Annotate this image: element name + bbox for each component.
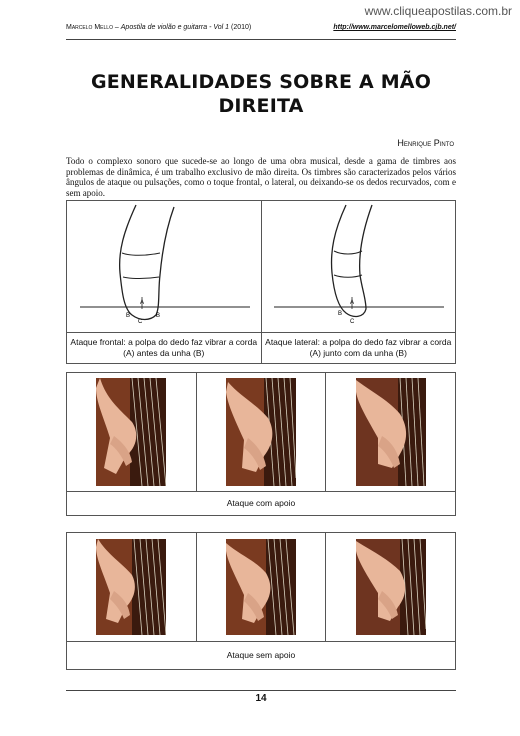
photo-table-com-apoio: [66, 372, 456, 516]
caption-com-apoio: Ataque com apoio: [67, 492, 456, 516]
diagram-caption-frontal: Ataque frontal: a polpa do dedo faz vibrar a corda (A) antes da unha (B): [67, 333, 262, 364]
diagram-frontal-cell: [67, 201, 262, 333]
photo-cell: [67, 373, 197, 492]
header-rule: [66, 39, 456, 40]
photo-table-sem-apoio: [66, 532, 456, 670]
caption-sem-apoio: Ataque sem apoio: [67, 642, 456, 670]
diagram-label-c: C: [137, 319, 143, 325]
header-separator: –: [112, 24, 121, 31]
guitar-hand-photo: [226, 378, 296, 486]
page-number: 14: [255, 693, 267, 704]
diagram-caption-lateral: Ataque lateral: a polpa do dedo faz vibrar a corda (A) junto com da unha (B): [261, 333, 456, 364]
header-author: Marcelo Mello: [66, 24, 113, 31]
guitar-hand-photo: [356, 539, 426, 635]
guitar-hand-photo: [96, 378, 166, 486]
header-year: (2010): [229, 24, 252, 31]
photo-cell: [196, 533, 326, 642]
photo-cell: [67, 533, 197, 642]
diagram-table: [66, 200, 456, 364]
guitar-hand-photo: [356, 378, 426, 486]
header-left: [66, 24, 251, 31]
watermark: www.cliqueapostilas.com.br: [364, 4, 512, 18]
author-credit: Henrique Pinto: [397, 138, 454, 148]
diagram-label-c: C: [350, 319, 355, 325]
finger-frontal-diagram: [74, 201, 254, 327]
guitar-hand-photo: [96, 539, 166, 635]
photo-cell: [326, 373, 456, 492]
photo-cell: [326, 533, 456, 642]
diagram-lateral-cell: [261, 201, 456, 333]
diagram-label-b: B: [125, 313, 130, 319]
photo-cell: [196, 373, 326, 492]
page-header: [66, 24, 456, 31]
diagram-label-a: A: [350, 300, 355, 306]
header-book: Apostila de violão e guitarra - Vol 1: [120, 24, 230, 31]
intro-paragraph: Todo o complexo sonoro que sucede-se ao longo de uma obra musical, desde a gama de timbres aos problemas de dinâmica, é um trabalho exclusivo de mão direita. Os timbres são caracterizados pelos vários ângulos de ataque ou pulsações, como o toque frontal, o lateral, ou deixando-se os dedos recurvados, com e sem apoio.: [66, 156, 456, 198]
footer-rule: [66, 690, 456, 691]
page-title: GENERALIDADES SOBRE A MÃO DIREITA: [90, 71, 432, 117]
finger-lateral-diagram: [268, 201, 448, 327]
guitar-hand-photo: [226, 539, 296, 635]
diagram-label-b2: B: [155, 313, 160, 319]
diagram-label-b: B: [338, 311, 343, 317]
header-url[interactable]: http://www.marcelomelloweb.cjb.net/: [333, 24, 456, 31]
diagram-label-a: A: [139, 300, 144, 306]
